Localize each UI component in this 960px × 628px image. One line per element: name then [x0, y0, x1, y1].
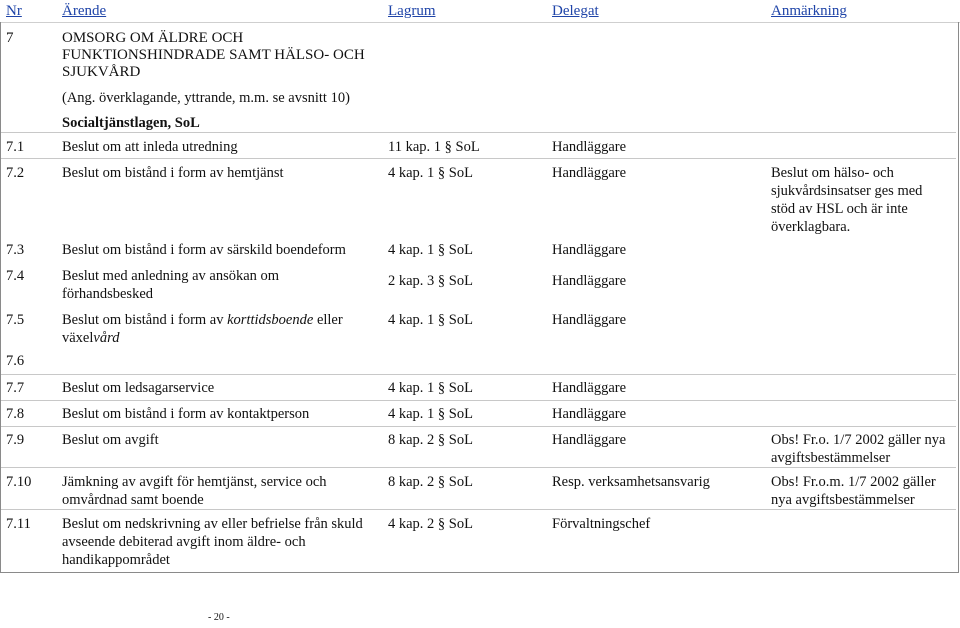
row-arende	[62, 311, 343, 329]
row-arende-italic: korttidsboende	[227, 312, 314, 328]
row-divider	[1, 132, 956, 133]
row-arende: handikappområdet	[62, 552, 170, 568]
row-nr: 7.6	[6, 353, 25, 369]
section-note: (Ang. överklagande, yttrande, m.m. se avsnitt 10)	[62, 90, 350, 106]
row-anmarkning: överklagbara.	[771, 219, 851, 235]
row-arende: Beslut om att inleda utredning	[62, 139, 238, 155]
row-arende: Beslut om ledsagarservice	[62, 380, 215, 396]
row-anmarkning: sjukvårdsinsatser ges med	[771, 183, 923, 199]
row-arende-text: växel	[62, 330, 94, 346]
row-nr: 7.4	[6, 268, 25, 284]
row-nr: 7.8	[6, 406, 25, 422]
col-header-delegat[interactable]: Delegat	[552, 3, 599, 19]
row-delegat: Handläggare	[552, 273, 627, 289]
row-lagrum: 4 kap. 1 § SoL	[388, 312, 473, 328]
row-lagrum: 8 kap. 2 § SoL	[388, 432, 473, 448]
row-nr: 7.1	[6, 139, 25, 155]
row-lagrum: 11 kap. 1 § SoL	[388, 139, 480, 155]
col-header-nr[interactable]: Nr	[6, 3, 22, 19]
row-arende: Beslut om avgift	[62, 432, 159, 448]
row-arende: Beslut om bistånd i form av kontaktperson	[62, 406, 310, 422]
row-arende: Beslut om bistånd i form av särskild boendeform	[62, 242, 346, 258]
row-nr: 7.3	[6, 242, 25, 258]
section-title-line: SJUKVÅRD	[62, 64, 141, 80]
row-arende-text: eller	[313, 312, 343, 328]
section-number: 7	[6, 30, 14, 46]
row-delegat: Handläggare	[552, 432, 627, 448]
row-lagrum: 4 kap. 1 § SoL	[388, 406, 473, 422]
row-delegat: Handläggare	[552, 380, 627, 396]
row-arende	[62, 329, 119, 347]
row-arende-text: Beslut om bistånd i form av	[62, 312, 228, 328]
row-divider	[1, 509, 956, 510]
row-delegat: Handläggare	[552, 242, 627, 258]
row-divider	[1, 158, 956, 159]
row-anmarkning: Obs! Fr.o. 1/7 2002 gäller nya	[771, 432, 946, 448]
row-nr: 7.11	[6, 516, 31, 532]
row-arende: avseende debiterad avgift inom äldre- och	[62, 534, 306, 550]
row-divider	[1, 400, 956, 401]
row-nr: 7.7	[6, 380, 25, 396]
row-arende: förhandsbesked	[62, 286, 154, 302]
row-arende: Beslut om bistånd i form av hemtjänst	[62, 165, 284, 181]
row-nr: 7.10	[6, 474, 32, 490]
row-anmarkning: stöd av HSL och är inte	[771, 201, 908, 217]
section-title-line: FUNKTIONSHINDRADE SAMT HÄLSO- OCH	[62, 47, 365, 63]
row-arende: Beslut med anledning av ansökan om	[62, 268, 280, 284]
col-header-arende[interactable]: Ärende	[62, 3, 107, 19]
row-nr: 7.2	[6, 165, 25, 181]
row-divider	[1, 426, 956, 427]
row-lagrum: 4 kap. 2 § SoL	[388, 516, 473, 532]
row-anmarkning: Beslut om hälso- och	[771, 165, 894, 181]
table-header	[0, 0, 960, 23]
row-lagrum: 4 kap. 1 § SoL	[388, 380, 473, 396]
row-lagrum: 4 kap. 1 § SoL	[388, 165, 473, 181]
col-header-anmarkning[interactable]: Anmärkning	[771, 3, 847, 19]
row-lagrum: 2 kap. 3 § SoL	[388, 273, 473, 289]
row-delegat: Handläggare	[552, 139, 627, 155]
page-number: - 20 -	[208, 612, 230, 623]
row-arende: Beslut om nedskrivning av eller befrielse från skuld	[62, 516, 363, 532]
row-divider	[1, 467, 956, 468]
row-anmarkning: nya avgiftsbestämmelser	[771, 492, 915, 508]
row-nr: 7.9	[6, 432, 25, 448]
row-nr: 7.5	[6, 312, 25, 328]
row-arende-italic: vård	[93, 330, 120, 346]
row-anmarkning: Obs! Fr.o.m. 1/7 2002 gäller	[771, 474, 936, 490]
row-arende: Jämkning av avgift för hemtjänst, service och	[62, 474, 327, 490]
row-delegat: Handläggare	[552, 406, 627, 422]
section-title-line: OMSORG OM ÄLDRE OCH	[62, 30, 244, 46]
row-divider	[1, 374, 956, 375]
row-arende: omvårdnad samt boende	[62, 492, 204, 508]
col-header-lagrum[interactable]: Lagrum	[388, 3, 436, 19]
row-lagrum: 4 kap. 1 § SoL	[388, 242, 473, 258]
row-lagrum: 8 kap. 2 § SoL	[388, 474, 473, 490]
row-anmarkning: avgiftsbestämmelser	[771, 450, 891, 466]
section-subheading: Socialtjänstlagen, SoL	[62, 115, 200, 131]
row-delegat: Handläggare	[552, 312, 627, 328]
row-delegat: Förvaltningschef	[552, 516, 651, 532]
row-delegat: Resp. verksamhetsansvarig	[552, 474, 710, 490]
row-delegat: Handläggare	[552, 165, 627, 181]
